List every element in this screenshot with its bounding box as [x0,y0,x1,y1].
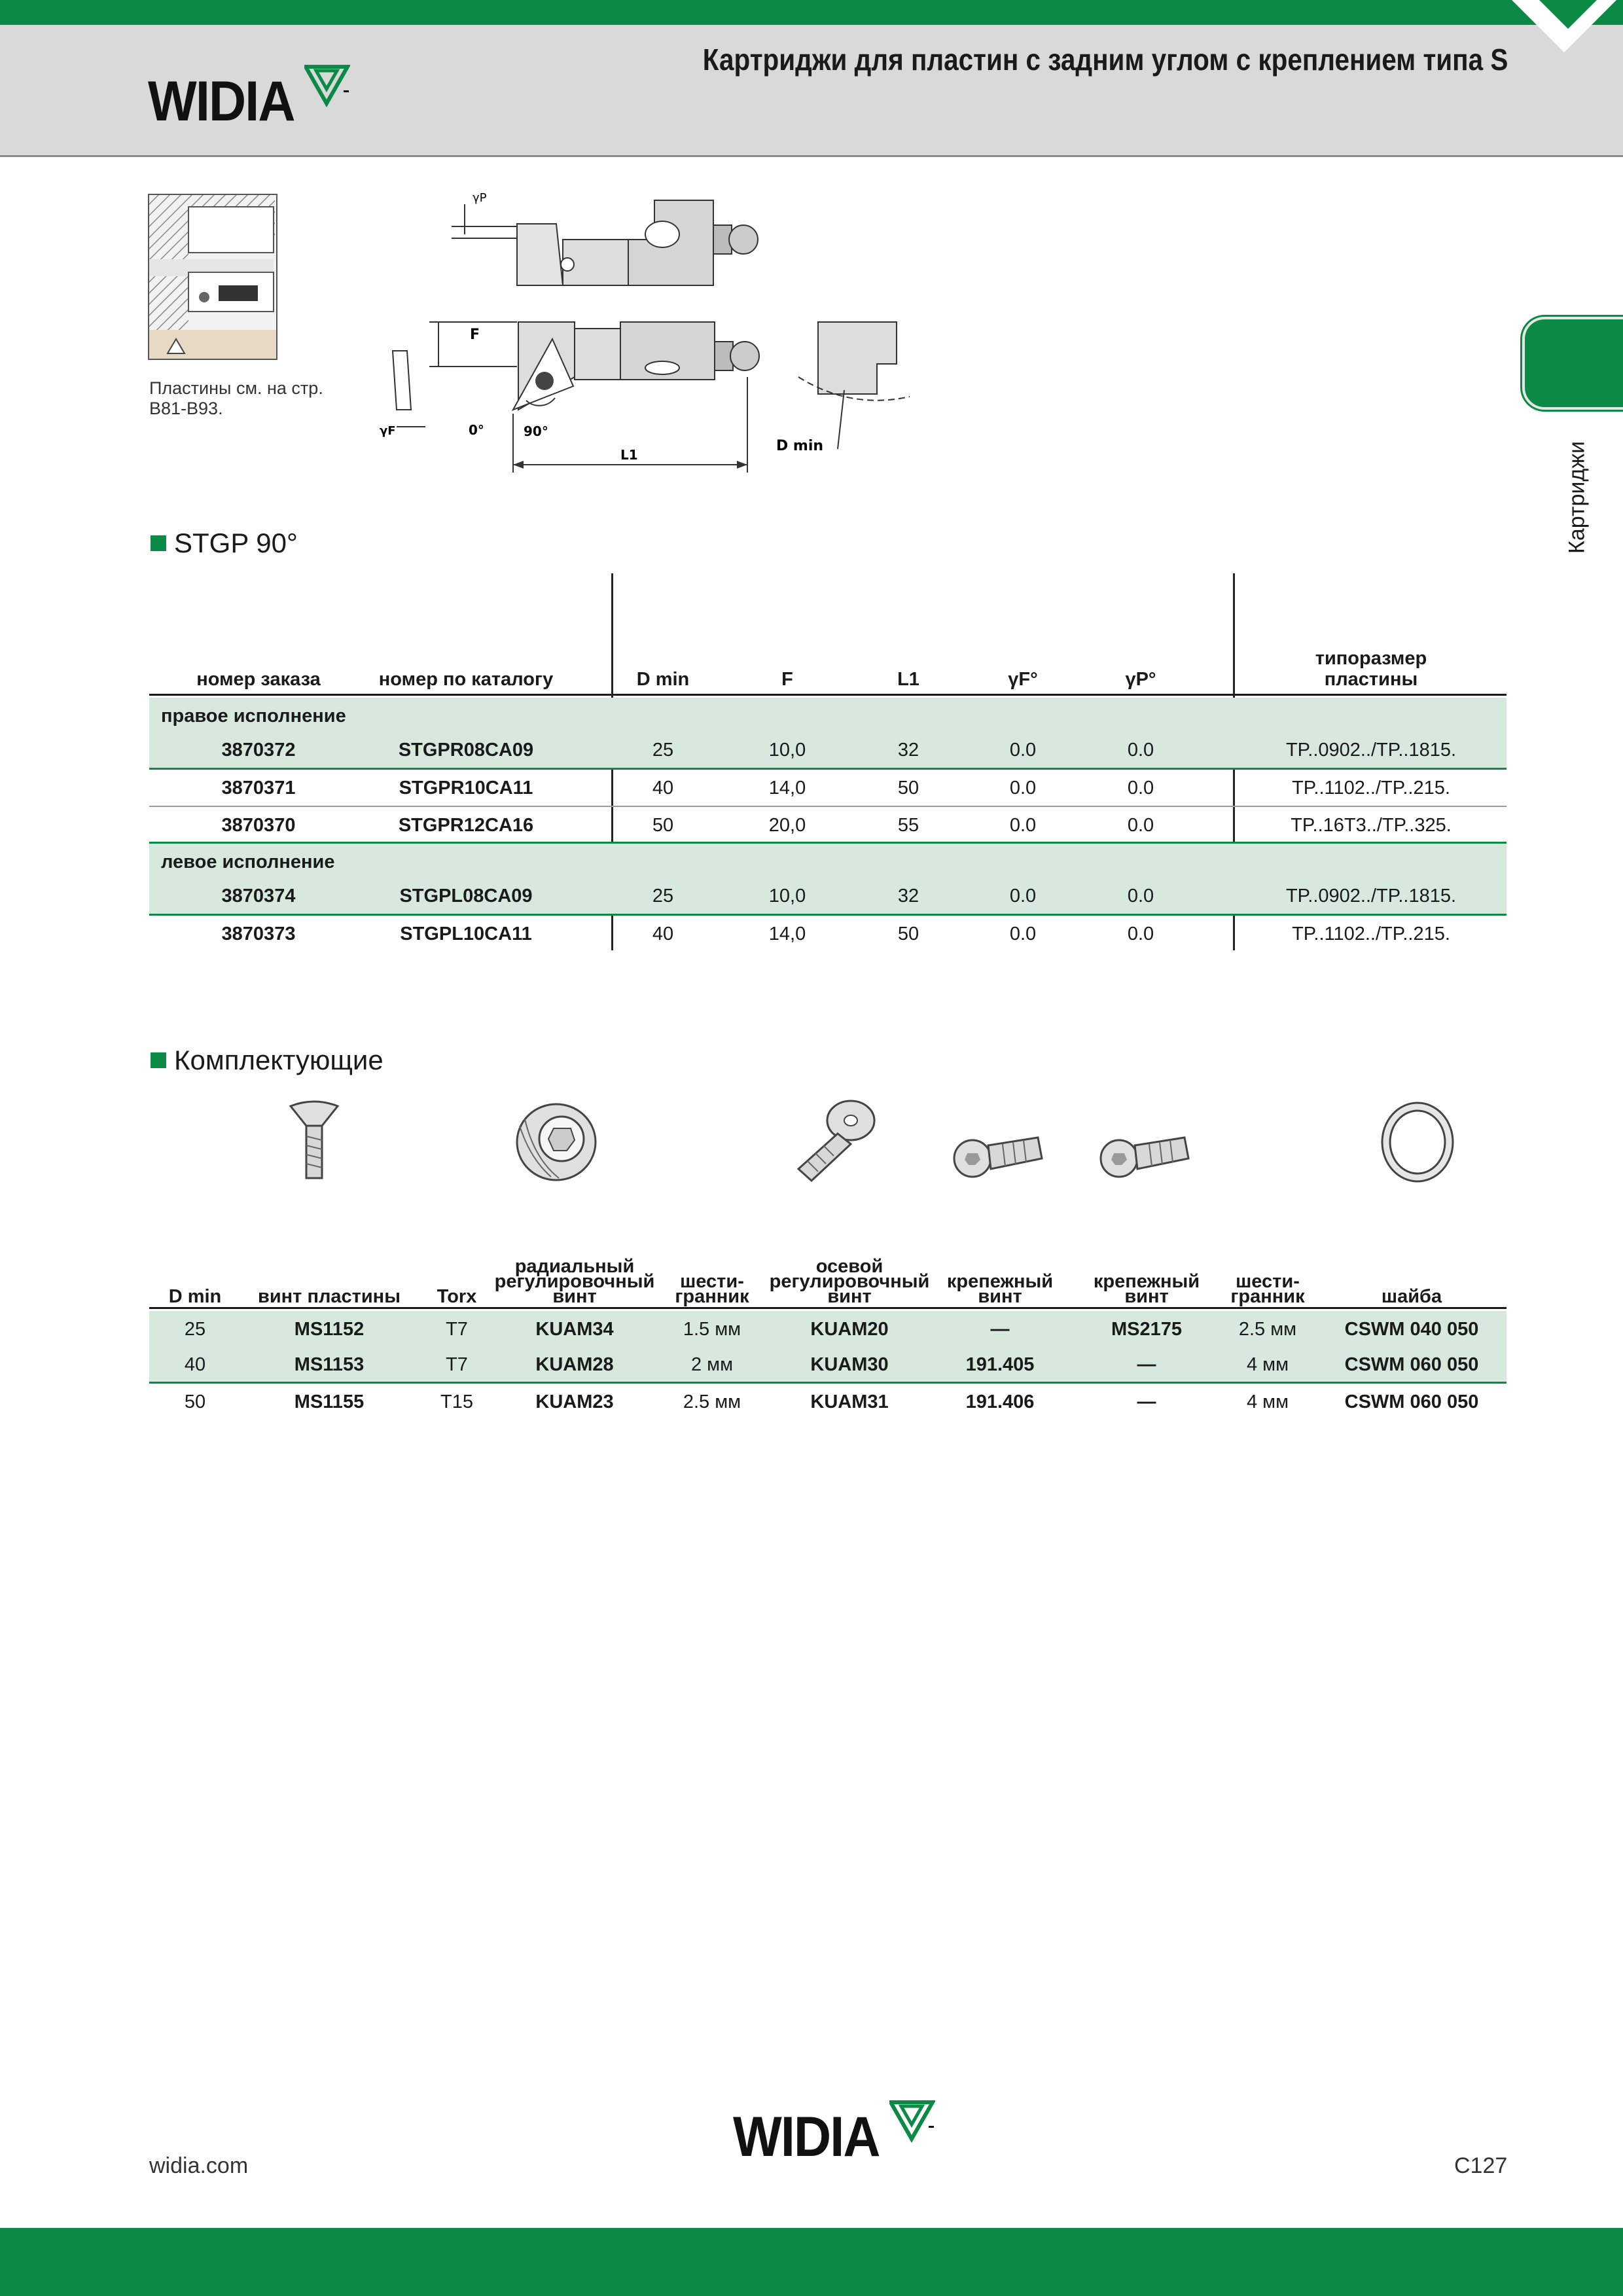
group-row-left: левое исполнение [149,844,1507,878]
f-dimension-label: F [470,327,480,343]
l1-dimension-label: L1 [620,447,638,463]
header-clamp-screw-2: винт [1124,1286,1169,1307]
torx-screw-icon [288,1100,340,1185]
section-marker-icon [151,535,166,551]
header-torx: Torx [437,1286,477,1307]
cartridge-drawing [366,187,916,475]
boring-illustration [148,194,277,360]
table-header: D min винт пластины Torx радиальный регулировочный винт шести- гранник осевой регулировочный винт крепежный винт крепежный винт шести- гранник шайба [149,1230,1507,1309]
bottom-green-bar [0,2228,1623,2296]
set-screw-icon [510,1100,602,1185]
insert-note: Пластины см. на стр. B81-B93. [149,378,323,418]
header-clamp-screw: винт [978,1286,1022,1307]
table-header [149,573,1507,696]
header-insert-size-1: типоразмер [1315,648,1427,669]
category-tab[interactable] [1522,317,1623,410]
header-washer: шайба [1381,1286,1442,1307]
table-row: 3870371 STGPR10CA11 40 14,0 50 0.0 0.0 TP..1102../TP..215. [221,778,1450,798]
category-label: Картриджи [1564,441,1590,554]
group-row-right: правое исполнение [149,698,1507,732]
table-row: 40 MS1153 T7 KUAM28 2 мм KUAM30 191.405 — 4 мм CSWM 060 050 [149,1346,1507,1382]
header-f: F [781,669,793,690]
header-catalog-no: номер по каталогу [378,669,554,690]
header-l1: L1 [897,669,919,690]
header-gamma-p: γP° [1125,669,1156,690]
header-order-no: номер заказа [196,669,321,690]
top-green-bar [0,0,1623,25]
zero-angle-label: 0° [469,422,484,438]
gamma-f-label: γF [380,424,396,438]
gamma-p-label: γP [473,191,487,205]
header-insert-screw: винт пластины [258,1286,401,1307]
widia-triangle-icon [304,64,350,107]
table-row: 3870373 STGPL10CA11 40 14,0 50 0.0 0.0 TP..1102../TP..215. [221,924,1450,944]
header-axial-screw: винт [827,1286,872,1307]
logo-text: WIDIA [733,2106,880,2168]
header-dmin: D min [636,669,690,690]
header-hex-key: гранник [675,1286,749,1307]
dmin-label: D min [776,438,824,454]
widia-logo [148,70,350,133]
clamp-screw-2-icon [1099,1126,1191,1185]
section-marker-icon [151,1052,166,1068]
washer-icon [1378,1100,1457,1185]
page-number: C127 [1454,2153,1508,2178]
section-accessories: Комплектующие [151,1045,383,1076]
table-row: 3870370 STGPR12CA16 50 20,0 55 0.0 0.0 TP..16T3../TP..325. [221,815,1452,836]
footer-logo [733,2106,935,2168]
section-stgp: STGP 90° [151,528,298,559]
header-radial-screw: винт [552,1286,597,1307]
clamp-screw-icon [953,1126,1044,1185]
table-row: 3870374 STGPL08CA09 25 10,0 32 0.0 0.0 TP..0902../TP..1815. [149,878,1507,914]
table-row: 3870372 STGPR08CA09 25 10,0 32 0.0 0.0 TP..0902../TP..1815. [149,732,1507,768]
website-link[interactable]: widia.com [149,2153,249,2178]
axial-screw-icon [785,1093,877,1185]
table-row: 25 MS1152 T7 KUAM34 1.5 мм KUAM20 — MS2175 2.5 мм CSWM 040 050 [149,1311,1507,1346]
table-row: 50 MS1155 T15 KUAM23 2.5 мм KUAM31 191.406 — 4 мм CSWM 060 050 [184,1391,1479,1412]
page-title: Картриджи для пластин с задним углом с креплением типа S [702,43,1508,77]
header-dmin: D min [168,1286,222,1307]
ninety-angle-label: 90° [524,423,548,439]
header-insert-size-2: пластины [1324,669,1418,690]
header-gamma-f: γF° [1008,669,1038,690]
corner-triangle-icon [1539,0,1597,29]
widia-triangle-icon [889,2100,935,2143]
logo-text: WIDIA [148,70,294,133]
header-hex-key-2: гранник [1230,1286,1305,1307]
